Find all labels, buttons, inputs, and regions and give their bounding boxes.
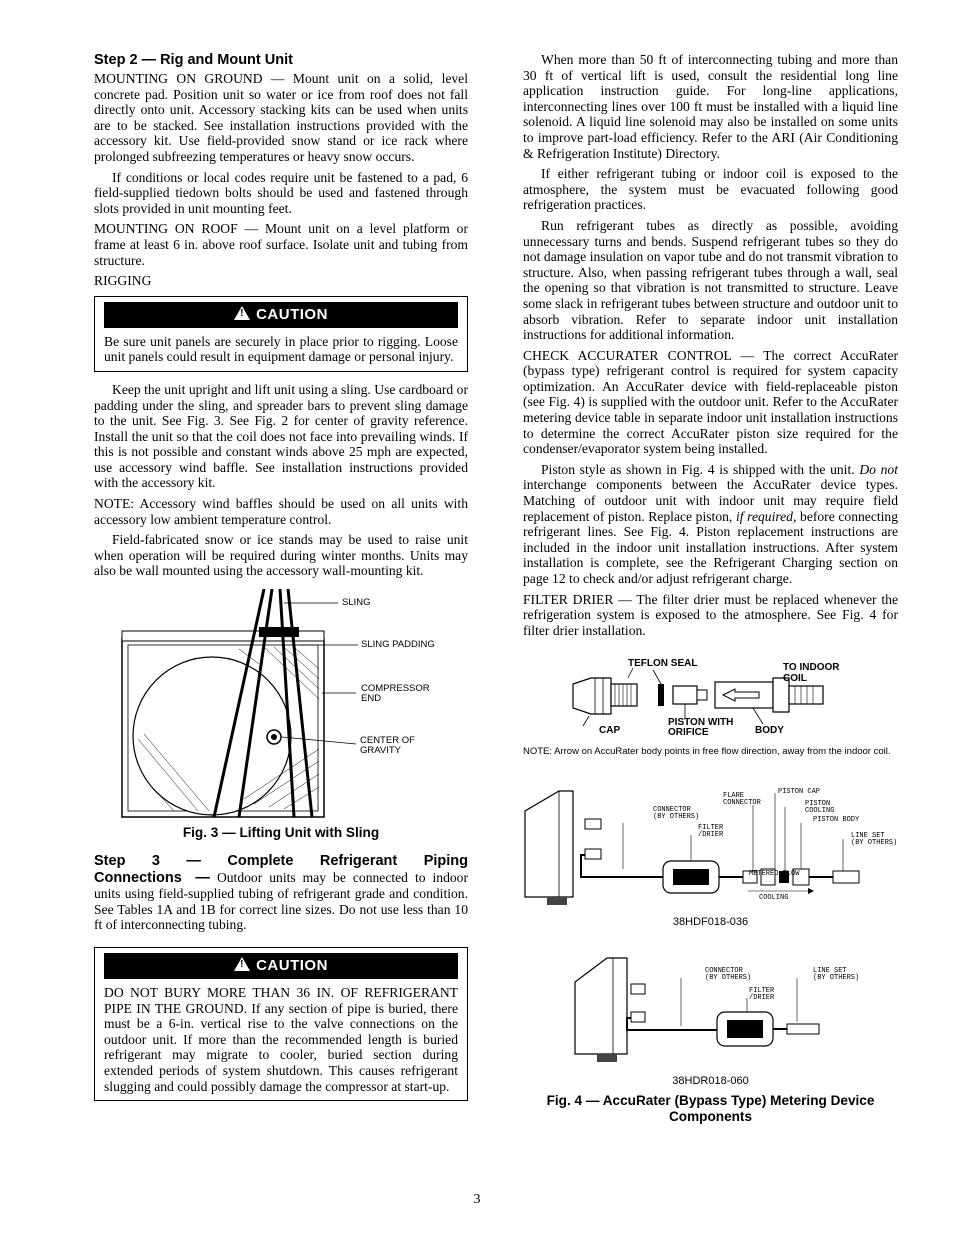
accurater-note: NOTE: Arrow on AccuRater body points in free flow direction, away from the indoor coil. [523, 746, 891, 758]
label-body: BODY [755, 725, 784, 737]
piston-emphasis-do-not: Do not [859, 461, 898, 477]
caution-box-burial [94, 947, 468, 1101]
caution-box-rigging [94, 296, 468, 372]
caution-title: CAUTION [256, 957, 328, 974]
paragraph-mounting-roof: MOUNTING ON ROOF — Mount unit on a level platform or frame at least 6 in. above roof surface. Isolate unit and tubing from structure. [94, 221, 468, 268]
caution-banner [104, 302, 458, 328]
label-filter-drier: FILTER /DRIER [749, 987, 775, 1003]
label-piston-with-orifice: PISTON WITH ORIFICE [668, 717, 734, 739]
label-center-of-gravity: CENTER OF GRAVITY [360, 735, 415, 757]
caution-title: CAUTION [256, 305, 328, 323]
figure-4-caption: Fig. 4 — AccuRater (Bypass Type) Metering Device Components [546, 1093, 875, 1125]
warning-icon: ! [234, 957, 250, 971]
piston-text-c: before connecting refrigerant lines. See Fig. 4. Piston replacement instructions are included in the indoor unit installation instructions. After system installation is complete, see the Refrigerant Charging section on page 12 to check and/or adjust refrigerant charge. [523, 508, 899, 586]
step3-text: Outdoor units may be connected to indoor units using field-supplied tubing of refrigerant grade and condition. See Tables 1A and 1B for correct line sizes. Do not use less than 10 ft of interconnecting tubing. [94, 869, 468, 933]
label-cap: CAP [599, 725, 621, 737]
label-metered-flow: METERED FLOW [749, 870, 800, 879]
label-sling-padding: SLING PADDING [361, 639, 435, 651]
model-label-38hdr: 38HDR018-060 [672, 1075, 749, 1088]
step3-block [94, 853, 468, 933]
piston-text-b: interchange components between the AccuRater device types. Matching of outdoor unit with indoor unit may require field replacement of piston. Replace piston, [523, 477, 898, 524]
paragraph-piston-style [523, 462, 898, 587]
step2-heading: Step 2 — Rig and Mount Unit [94, 52, 293, 68]
paragraph-keep-upright: Keep the unit upright and lift unit using a sling. Use cardboard or padding under the sling, and spreader bars to prevent sling damage to the unit. See Fig. 3. See Fig. 2 for center of gravity reference. Install the unit so that the coil does not face into prevailing winds. If this is not possible and constant winds above 25 mph are expected, use accessory wind baffle. See installation instructions provided with the accessory kit. [94, 381, 468, 491]
figure-38hdr-piping [523, 956, 898, 1064]
page-number: 3 [473, 1192, 481, 1207]
label-connector-by-others: CONNECTOR (BY OTHERS) [705, 967, 752, 983]
paragraph-long-line: When more than 50 ft of interconnecting tubing and more than 30 ft of vertical lift is used, consult the residential long line application instruction guide. For long-line applications, interconnecting lines over 100 ft must be installed with a liquid line solenoid. A liquid line solenoid may also be installed on some units to improve part-load efficiency. Refer to the ARI (Air Conditioning & Refrigeration Institute) Directory. [523, 52, 898, 161]
label-line-set-by-others: LINE SET (BY OTHERS) [813, 967, 860, 983]
label-piston-body: PISTON BODY [813, 816, 860, 825]
paragraph-run-tubes: Run refrigerant tubes as directly as possible, avoiding unnecessary turns and bends. Suspend refrigerant tubes so they do not damage insulation on vapor tube and do not transmit vibration to structure. Also, when passing refrigerant tubes through a wall, seal the opening so that vibration is not transmitted to structure. Leave some slack in refrigerant tubes between structure and outdoor unit to absorb vibration. Refer to separate indoor unit installation instructions for additional information. [523, 217, 898, 343]
paragraph-rigging: RIGGING [94, 273, 152, 289]
paragraph-evacuation: If either refrigerant tubing or indoor coil is exposed to the atmosphere, the system must be evacuated following good refrigeration practices. [523, 166, 898, 213]
label-piston-cap: PISTON CAP [778, 788, 821, 797]
paragraph-check-accurater: CHECK ACCURATER CONTROL — The correct AccuRater (bypass type) refrigerant control is required for system capacity optimization. An AccuRater device with field-replaceable piston (see Fig. 4) is supplied with the outdoor unit. Refer to the AccuRater metering device table in separate indoor unit installation instructions to determine the correct AccuRater piston size required for the condenser/evaporator system being installed. [523, 347, 898, 457]
caution-text: Be sure unit panels are securely in place prior to rigging. Loose unit panels could result in equipment damage or personal injury. [104, 333, 458, 365]
step3-heading: Step 3 — Complete Refrigerant Piping Connections — [94, 853, 468, 886]
lifting-unit-illustration [94, 589, 468, 821]
label-flare-connector: FLARE CONNECTOR [723, 792, 761, 808]
label-to-indoor-coil: TO INDOOR COIL [783, 662, 840, 685]
paragraph-field-stands: Field-fabricated snow or ice stands may be used to raise unit when operation will be required during winter months. Units may also be wall mounted using the accessory wall-mounting kit. [94, 532, 468, 579]
right-column [523, 52, 898, 1125]
label-teflon-seal: TEFLON SEAL [628, 658, 698, 670]
model-label-38hdf: 38HDF018-036 [672, 916, 749, 929]
label-cooling: COOLING [759, 894, 789, 903]
left-column [94, 52, 468, 1111]
caution-text: DO NOT BURY MORE THAN 36 IN. OF REFRIGERANT PIPE IN THE GROUND. If any section of pipe is buried, there must be a 6-in. vertical rise to the valve connections on the outdoor unit. If more than the recommended length is buried refrigerant may migrate to cooler, buried section during extended periods of system shutdown. This causes refrigerant slugging and could possibly damage the compressor at start-up. [104, 985, 458, 1094]
paragraph-mounting-ground: MOUNTING ON GROUND — Mount unit on a solid, level concrete pad. Position unit so water or ice from roof does not fall directly onto unit. Accessory stacking kits can be used when units are to be stacked. See installation instructions provided with the accessory kit. Use field-provided snow stand or ice rack where prolonged subfreezing temperatures or heavy snow occurs. [94, 71, 468, 164]
warning-icon: ! [234, 306, 250, 320]
label-filter-drier: FILTER /DRIER [698, 824, 724, 840]
label-piston-cooling: PISTON COOLING [805, 800, 835, 816]
figure-lifting-unit [94, 589, 468, 821]
piston-emphasis-if-required: if required, [735, 508, 797, 524]
figure-3-caption: Fig. 3 — Lifting Unit with Sling [182, 825, 380, 841]
paragraph-note-wind-baffles: NOTE: Accessory wind baffles should be used on all units with accessory low ambient temperature control. [94, 496, 468, 527]
paragraph-local-codes: If conditions or local codes require unit be fastened to a pad, 6 field-supplied tiedown bolts should be used and fastened through slots provided in unit mounting feet. [94, 169, 468, 216]
paragraph-filter-drier: FILTER DRIER — The filter drier must be replaced whenever the refrigeration system is exposed to the atmosphere. See Fig. 4 for filter drier installation. [523, 591, 898, 638]
label-sling: SLING [342, 597, 371, 609]
figure-accurater-exploded [523, 656, 898, 744]
label-connector-by-others: CONNECTOR (BY OTHERS) [653, 806, 700, 822]
label-line-set-by-others: LINE SET (BY OTHERS) [851, 832, 898, 848]
caution-banner [104, 953, 458, 979]
figure-38hdf-piping [523, 789, 898, 907]
label-compressor-end: COMPRESSOR END [361, 683, 430, 705]
piston-text-a: Piston style as shown in Fig. 4 is shipped with the unit. [541, 461, 855, 477]
